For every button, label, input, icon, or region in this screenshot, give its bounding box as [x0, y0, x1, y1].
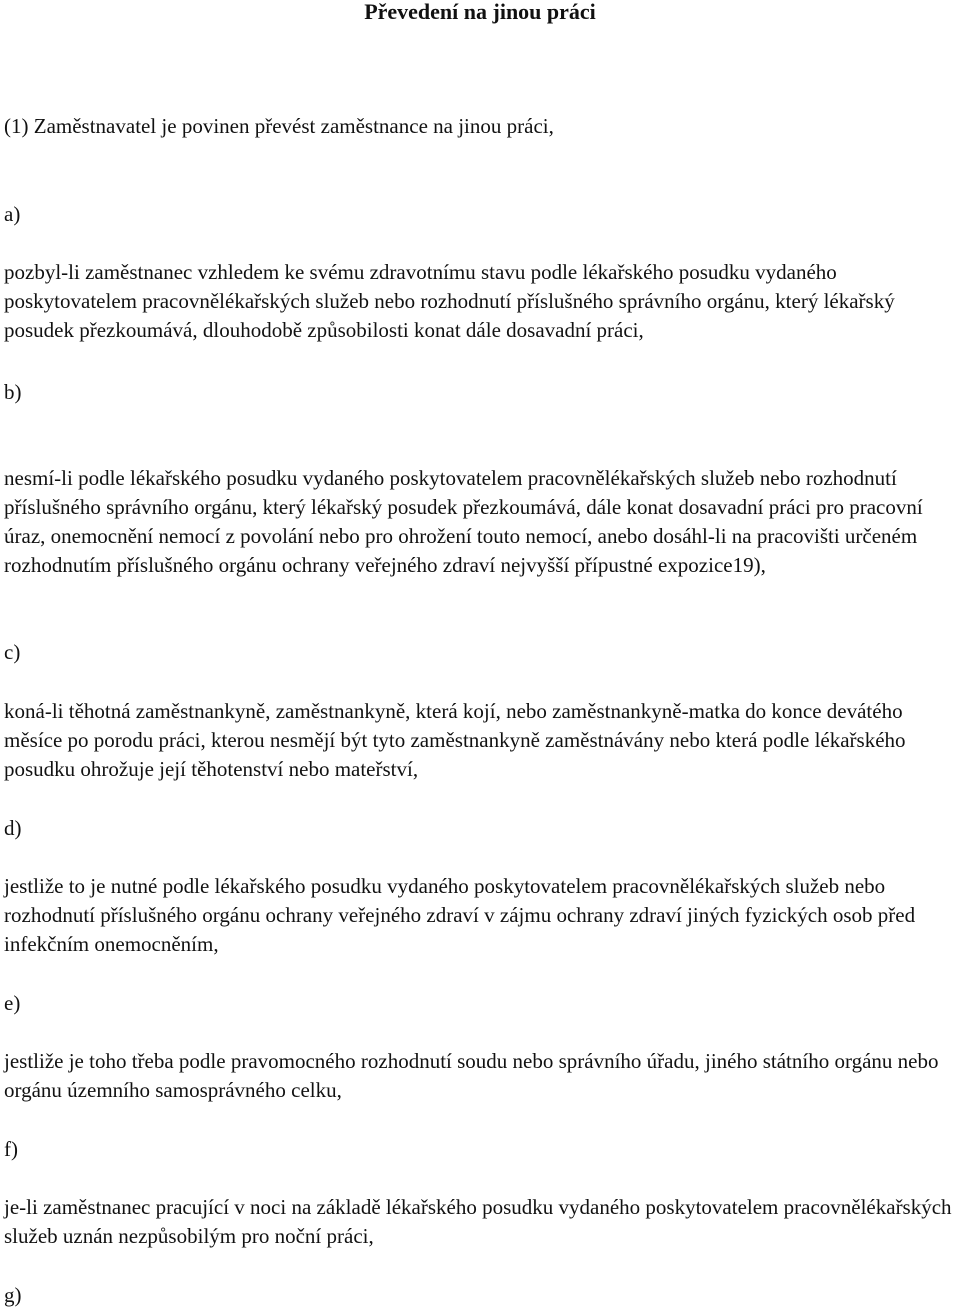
- item-e-marker: e): [4, 991, 21, 1015]
- document-title: Převedení na jinou práci: [364, 0, 596, 24]
- item-a-text: pozbyl-li zaměstnanec vzhledem ke svému zdravotnímu stavu podle lékařského posudku vydaného poskytovatelem pracovnělékařských služeb nebo rozhodnutí příslušného správního orgánu, který lékařský posudek přezkoumává, dlouhodobě způsobilosti konat dále dosavadní práci,: [4, 260, 895, 342]
- item-f-marker: f): [4, 1137, 18, 1161]
- item-g-marker: g): [4, 1283, 22, 1307]
- item-e-text: jestliže je toho třeba podle pravomocného rozhodnutí soudu nebo správního úřadu, jiného státního orgánu nebo orgánu územního samosprávného celku,: [4, 1049, 939, 1102]
- item-c-text: koná-li těhotná zaměstnankyně, zaměstnankyně, která kojí, nebo zaměstnankyně-matka do konce devátého měsíce po porodu práci, kterou nesmějí být tyto zaměstnankyně zaměstnávány nebo která podle lékařského posudku ohrožuje její těhotenství nebo mateřství,: [4, 699, 906, 781]
- item-b-marker: b): [4, 380, 22, 404]
- item-d-marker: d): [4, 816, 22, 840]
- intro-paragraph: (1) Zaměstnavatel je povinen převést zaměstnance na jinou práci,: [4, 114, 554, 138]
- item-c-marker: c): [4, 640, 21, 664]
- item-a-marker: a): [4, 202, 21, 226]
- item-b-text: nesmí-li podle lékařského posudku vydaného poskytovatelem pracovnělékařských služeb nebo rozhodnutí příslušného správního orgánu, který lékařský posudek přezkoumává, dále konat dosavadní práci pro pracovní úraz, onemocnění nemocí z povolání nebo pro ohrožení touto nemocí, anebo dosáhl-li na pracovišti určeném rozhodnutím příslušného orgánu ochrany veřejného zdraví nejvyšší přípustné expozice19),: [4, 466, 923, 577]
- item-d-text: jestliže to je nutné podle lékařského posudku vydaného poskytovatelem pracovnělékařských služeb nebo rozhodnutí příslušného orgánu ochrany veřejného zdraví v zájmu ochrany zdraví jiných fyzických osob před infekčním onemocněním,: [4, 874, 916, 956]
- item-f-text: je-li zaměstnanec pracující v noci na základě lékařského posudku vydaného poskytovatelem pracovnělékařských služeb uznán nezpůsobilým pro noční práci,: [4, 1195, 952, 1248]
